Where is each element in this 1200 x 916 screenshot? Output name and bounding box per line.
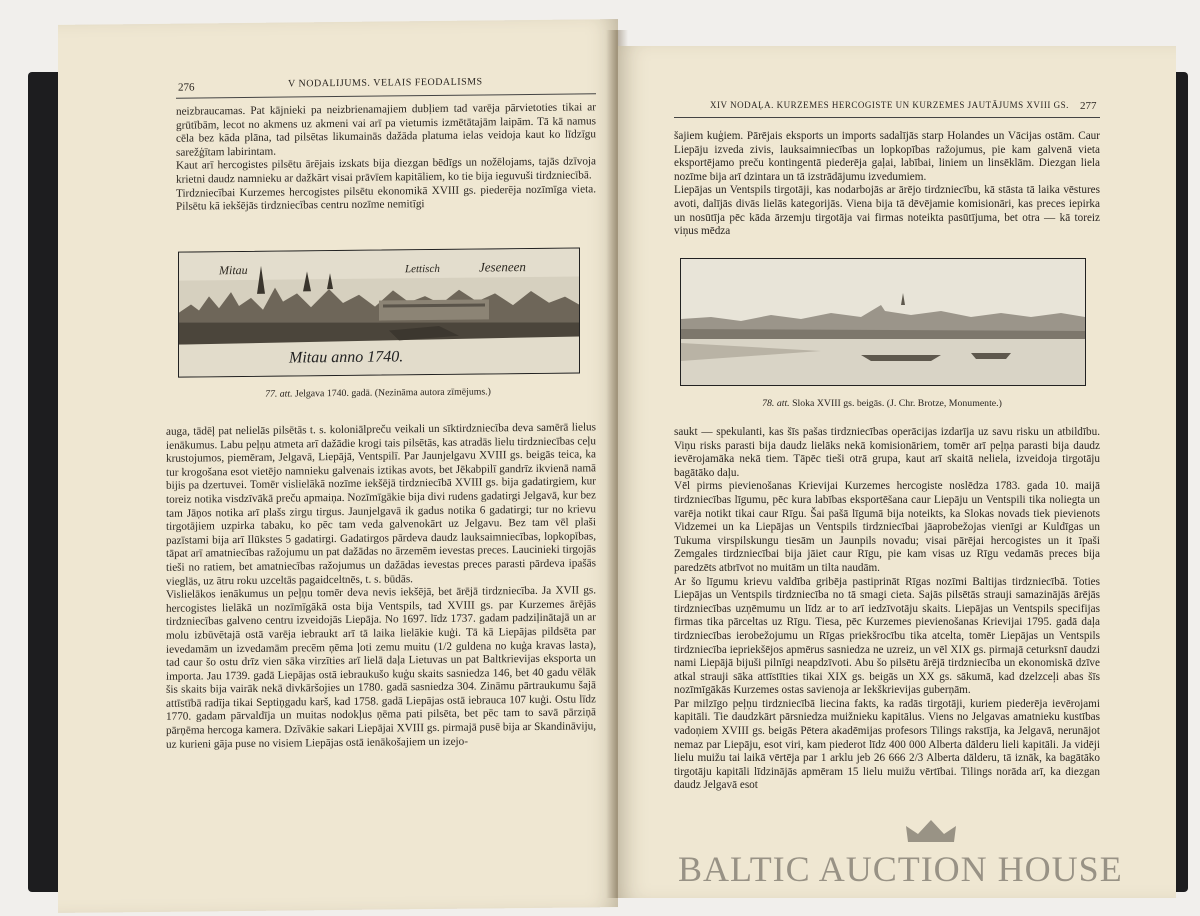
body-text-top: šajiem kuģiem. Pārējais eksports un imports sadalījās starp Holandes un Vācijas ostām. Caur Liepāju izveda zivis, lauksaimniecības un lopkopības ražojumus, pie kam galvenā vieta eksportējamo preču kontingentā piederēja gaļai, labībai, liniem un linsēklām. Diezgan liela nozīme bija arī dzintara un tā izstrādājumu izvedumiem. Liepājas un Ventspils tirgotāji, kas nodarbojās ar ārējo tirdzniecību, kā stāsta tā laika vēstures avoti, dalījās divās lielās kategorijās. Viena bija tā dēvējamie komisionāri, kas preces iepirka un nosūtīja pēc kāda ārzemju tirgotāja vai firmas noteikta pasūtījuma, bet otra — kā toreiz viņus mēdza: [674, 130, 1100, 238]
figure-inscription: Mitau anno 1740.: [289, 348, 404, 367]
svg-text:Mitau: Mitau: [219, 262, 248, 278]
svg-text:Jeseneen: Jeseneen: [479, 259, 526, 275]
page-number: 276: [178, 81, 195, 94]
figure-caption-number: 77. att.: [265, 388, 293, 400]
figure-caption-number: 78. att.: [762, 398, 790, 409]
figure-caption-text: Jelgava 1740. gadā. (Nezināma autora zīmējums.): [295, 386, 491, 400]
figure-caption-text: Sloka XVIII gs. beigās. (J. Chr. Brotze, Monumente.): [792, 398, 1002, 409]
watermark-text: BALTIC AUCTION HOUSE: [678, 849, 1123, 889]
body-text-top: neizbraucamas. Pat kājnieki pa neizbrienamajiem dubļiem tad varēja pārvietoties tikai ar grūtībām, lecot no akmens uz akmeni vai arī pa vietumis izmētātajām laipām. Tā kā namus cēla bez kāda plāna, tad pilsētas likumainās dažāda platuma ielas veidoja kaut ko līdzīgu sarežģītam labirintam. Kaut arī hercogistes pilsētu ārējais izskats bija diezgan bēdīgs un nožēlojams, tajās dzīvoja krietni daudz namnieku ar dažkārt visai prāvīem kapitāliem, ko tie bija ieguvuši tirdzniecībā. Tirdzniecībai Kurzemes hercogistes pilsētu ekonomikā XVIII gs. piederēja nozīmīga vieta. Pilsētu kā iekšējās tirdzniecības centru nozīme nemitīgi: [176, 101, 596, 213]
body-text-bottom: saukt — spekulanti, kas šīs pašas tirdzniecības operācijas izdarīja uz savu risku un atbildību. Viņu risks parasti bija daudz lielāks nekā komisionāriem, tomēr arī peļņa parasti bija daudz ievērojamāka nekā tiem. Tāpēc tieši otrā grupa, kaut arī skaitā neliela, izveidoja tirgotāju bagātāko daļu. Vēl pirms pievienošanas Krievijai Kurzemes hercogiste noslēdza 1783. gada 10. maijā tirdzniecības līgumu, pēc kura labības eksportēšana caur Liepāju un Ventspili tika noliegta un varēja notikt tikai caur Rīgu. Šai pašā līgumā bija noteikts, ka Slokas novads tiek pievienots Vidzemei un ka Liepājas un Ventspils tirdzniecībai jāaprobežojas vienīgi ar Kuldīgas un Tukuma virspilskungu tiesām un Jaunpils novadu; visai pārējai hercogistes un it īpaši Zemgales tirdzniecībai bija jāiet caur Rīgu, pie kam visas uz Rīgu vedamās preces bija paredzēts atbrīvot no muitām un tilta naudām. Ar šo līgumu krievu valdība gribēja pastiprināt Rīgas nozīmi Baltijas tirdzniecībā. Toties Liepājas un Ventspils tirdzniecība no tā smagi cieta. Sajās pilsētās strauji samazinājās ārējās tirdzniecības uzņēmumu un līdz ar to arī iedzīvotāju skaits. Liepājas un Ventspils specifijas firmas tika pārceltas uz Rīgu. Tiesa, pēc Kurzemes pievienošanas Krievijai 1795. gadā daļa tirdzniecības ierobežojumu un Rīgas priekšrocību tika atcelta, tomēr Liepājas un Ventspils tirdzniecība iepriekšējos apmērus sasniedza ne uzreiz, un vēl XIX gs. pirmajā ceturksnī daudzi nami Liepājā bijuši pilnīgi neapdzīvoti. Abu šo pilsētu ārējā tirdzniecība un ekonomiskā dzīve atkal strauji sāka attīstīties tikai XIX gs. beigās un XX gs. sākumā, kad dzelzceļi abas šīs nozīmīgākās Kurzemes ostas savienoja ar Iekškrievijas guberņām. Par milzīgo peļņu tirdzniecībā liecina fakts, ka radās tirgotāji, kuriem piederēja ievērojami kapitāli. Tie daudzkārt pārsniedza muižnieku kapitālus. Viens no Jelgavas amatnieku kustības vadoņiem XVIII gs. beigās Pētera akadēmijas profesors Tilings rakstīja, ka Jelgavā, nerunājot nemaz par Liepāju, esot viri, kam piederot līdz 400 000 Alberta dālderu lieli kapitāli. Ja vidēji lielu muižu tai laikā vērtēja par 1 arklu jeb 26 666 2/3 Alberta dālderu, tā iznāk, ka bagātāko tirgotāju kapitāli līdzinājās apmēram 15 lielu muižu vērtībai. Tilings norāda arī, ka diezgan daudz Jelgavā esot: [674, 426, 1100, 792]
running-head: V NODALIJUMS. VELAIS FEODALISMS: [288, 76, 483, 90]
body-text-bottom: auga, tādēļ pat nelielās pilsētās t. s. koloniālpreču veikali un sīktirdzniecība deva samērā lielus ienākumus. Labu peļņu atmeta arī dažādie krogi tais pilsētās, kas atradās lielu tirdzniecības ceļu krustojumos, piemēram, Jelgavā, Liepājā, Ventspilī. Par Jaunjelgavu XVIII gs. beigās teica, ka tur krogošana esot vietējo namnieku galvenais iztikas avots, bet Jēkabpilī gandrīz ikvienā namā bijis pa dzertuvei. Tomēr vislielākā nozīme iekšējā tirdzniecībā XVIII gs. bija gadatirgiem, kur toreiz notika visdzīvākā preču apmaiņa. Nozīmīgākie bija divi rudens gadatirgi Jelgavā, kur bez tam Jāņos notika arī plašs zirgu tirgus. Jaunjelgavā ik gadus notika 6 gadatirgi; tur no krievu tirgotājiem uzpirka tabaku, ko pēc tam veda galvenokārt uz Jelgavu. Bez tam vēl plaši pazīstami bija arī Ilūkstes 5 gadatirgi. Gadatirgos pārdeva daudz lauksaimniecības, lopkopības, tāpat arī amatniecības ražojumu un pat dažādas no ārzemēm ievestas preces. Laucinieki tirgojās tieši no ratiem, bet amatniecības ražojumus un dažādas ievestas preces parasti pārdeva ipašās viegläs, uz ātru roku uzceltās pagaidceltnēs, t. s. būdās. Vislielākos ienākumus un peļņu tomēr deva nevis iekšējā, bet ārējā tirdzniecība. Ja XVII gs. hercogistes lielākā un nozīmīgākā osta bija Ventspils, tad XVIII gs. par Kurzemes ārējās tirdzniecības galveno centru izveidojās Liepāja. No 1697. līdz 1737. gadam padziļinātajā un ar molu izbūvētajā ostā varēja iebraukt arī tā laika lielākie kuģi. Tā kā Liepājas pildsēta par ievedamām un izvedamām precēm ņēma ļoti zemu muitu (1/2 guldena no kuģa kravas lasta), tad caur šo ostu drīz vien sāka virzīties arī lielā daļa Lietuvas un pat Baltkrievijas eksporta un importa. Jau 1739. gadā Liepājas ostā iebraukušo kuģu skaits sasniedza 146, bet 40 gadu vēlāk šis skaits bija vairāk nekā divkāršojies un 1780. gadā sasniedza 304. Zināmu pārtraukumu šajā attīstībā radīja tikai Septiņgadu karš, kad 1758. gadā Liepājas ostā iebrauca 107 kuģi. Ostu līdz 1770. gadam pārvaldīja un muitas nodokļus ņēma pati pilsēta, bet pēc tam to savā pārziņā pārņēma hercoga kamera. Dzīvākie sakari Liepājai XVIII gs. pirmajā pusē bija ar Skandināviju, uz kurieni gāja puse no visiem Liepājas ostā ienākošajiem un izejo-: [166, 421, 596, 751]
page-number: 277: [1080, 100, 1097, 112]
header-rule: [674, 117, 1100, 118]
left-page: [58, 19, 618, 913]
running-head: XIV NODAĻA. KURZEMES HERCOGISTE UN KURZEMES JAUTĀJUMS XVIII GS.: [710, 100, 1069, 110]
crown-icon: [904, 818, 958, 846]
figure-jelgava-1740: [178, 247, 580, 377]
right-page: [618, 46, 1176, 898]
figure-caption: [680, 398, 1084, 409]
header-rule: [176, 93, 596, 98]
drawing-image: [681, 259, 1085, 385]
figure-sloka: [680, 258, 1086, 386]
figure-caption: [178, 385, 578, 400]
svg-text:Lettisch: Lettisch: [405, 262, 440, 276]
